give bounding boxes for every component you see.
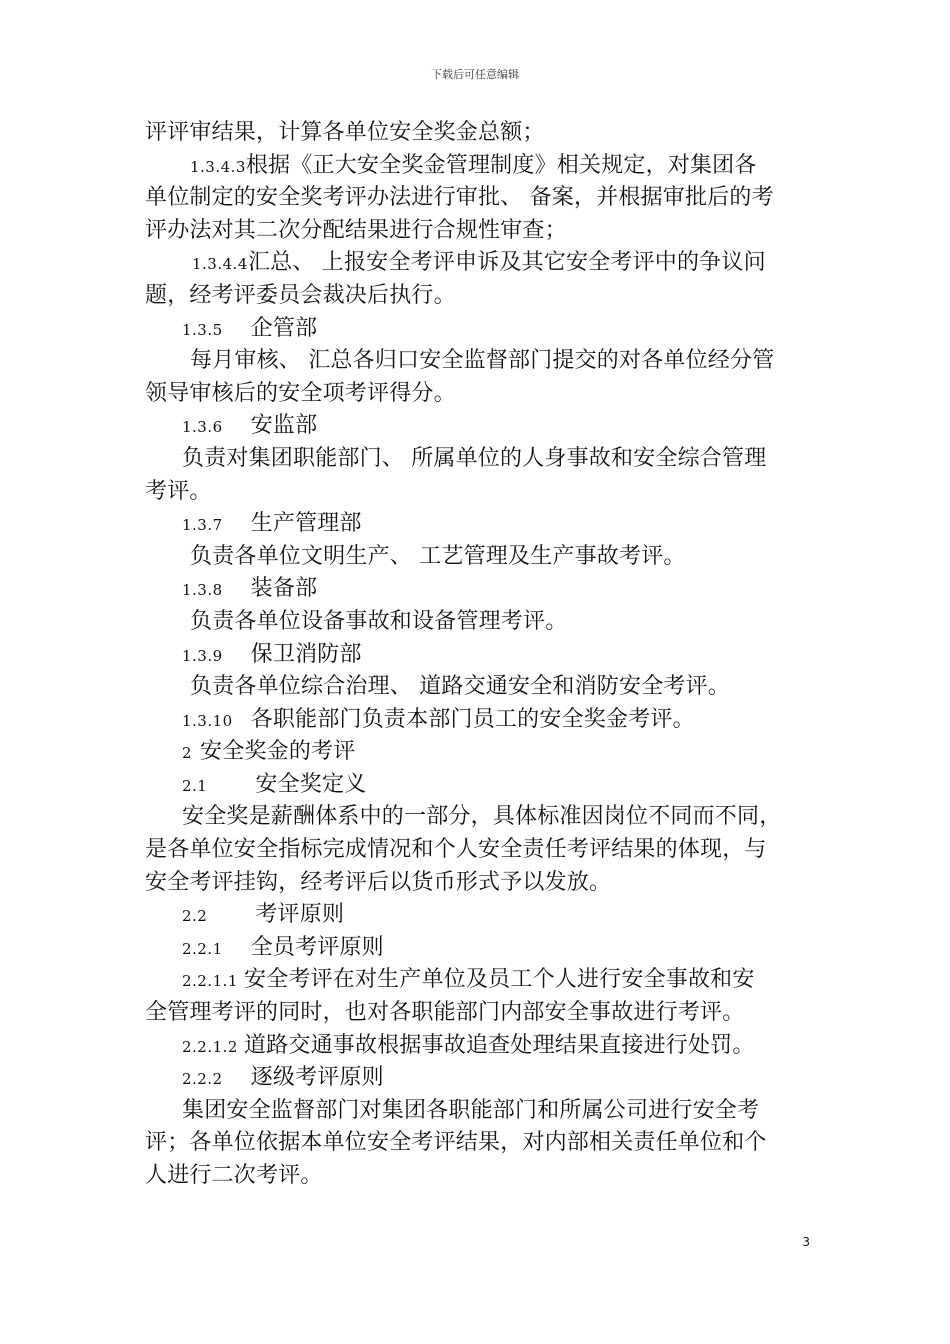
- text-line: [145, 964, 810, 997]
- line-text: 评；各单位依据本单位安全考评结果，对内部相关责任单位和个: [145, 1130, 767, 1156]
- text-line: [145, 736, 810, 769]
- page-header: 下载后可任意编辑: [431, 68, 519, 81]
- text-line: [145, 378, 810, 411]
- text-line: [145, 541, 810, 574]
- text-line: [145, 899, 810, 932]
- line-text: 全管理考评的同时，也对各职能部门内部安全事故进行考评。: [145, 1000, 745, 1026]
- line-text: 领导审核后的安全项考评得分。: [145, 380, 456, 406]
- line-text: 汇总、 上报安全考评申诉及其它安全考评中的争议问: [247, 250, 766, 276]
- text-line: [145, 704, 810, 737]
- line-text: 安全奖金的考评: [200, 739, 356, 765]
- line-text: 全员考评原则: [250, 934, 384, 960]
- line-text: 集团安全监督部门对集团各职能部门和所属公司进行安全考: [182, 1097, 760, 1123]
- line-text: 企管部: [250, 315, 318, 341]
- line-text: 负责对集团职能部门、 所属单位的人身事故和安全综合管理: [182, 445, 767, 471]
- section-number: 1.3.6: [182, 418, 223, 437]
- line-text: 生产管理部: [250, 511, 362, 537]
- section-number: 1.3.7: [182, 516, 223, 535]
- line-text: 单位制定的安全奖考评办法进行审批、 备案，并根据审批后的考: [145, 185, 774, 211]
- text-line: [145, 606, 810, 639]
- line-text: 逐级考评原则: [250, 1065, 384, 1091]
- line-text: 装备部: [250, 576, 318, 602]
- text-line: [145, 1127, 810, 1160]
- line-text: 根据《正大安全奖金管理制度》相关规定，对集团各: [245, 152, 757, 178]
- line-text: 人进行二次考评。: [145, 1163, 323, 1188]
- text-line: [145, 182, 810, 215]
- section-number: 2.2.1.1: [182, 972, 238, 991]
- line-text: 各职能部门负责本部门员工的安全奖金考评。: [250, 706, 695, 732]
- text-line: [145, 476, 810, 509]
- line-text: 题，经考评委员会裁决后执行。: [145, 282, 456, 308]
- text-line: [145, 997, 810, 1030]
- text-line: [145, 671, 810, 704]
- line-text: 评评审结果，计算各单位安全奖金总额；: [145, 120, 545, 145]
- line-text: 安全奖定义: [255, 771, 367, 797]
- line-text: 安监部: [250, 413, 318, 439]
- text-line: [145, 932, 810, 965]
- text-line: [145, 867, 810, 900]
- text-line: [145, 573, 810, 606]
- line-text: 安全奖是薪酬体系中的一部分，具体标准因岗位不同而不同，: [182, 804, 782, 830]
- text-line: [145, 280, 810, 313]
- text-line: [145, 769, 810, 802]
- text-line: [145, 313, 810, 346]
- text-line: [145, 247, 810, 280]
- line-text: 负责各单位综合治理、 道路交通安全和消防安全考评。: [190, 674, 730, 700]
- text-line: [145, 150, 810, 183]
- section-number: 2.2: [182, 907, 208, 926]
- section-number: 1.3.4.3: [190, 157, 246, 176]
- section-number: 2: [182, 744, 193, 763]
- section-number: 1.3.10: [182, 711, 233, 730]
- section-number: 2.1: [182, 776, 208, 795]
- section-number: 1.3.5: [182, 320, 223, 339]
- text-line: [145, 639, 810, 672]
- text-line: [145, 410, 810, 443]
- line-text: 考评原则: [255, 902, 345, 928]
- line-text: 安全考评挂钩，经考评后以货币形式予以发放。: [145, 869, 612, 895]
- section-number: 1.3.9: [182, 646, 223, 665]
- section-number: 1.3.8: [182, 581, 223, 600]
- text-line: [145, 215, 810, 248]
- text-line: [145, 508, 810, 541]
- section-number: 2.2.1.2: [182, 1037, 238, 1056]
- text-line: [145, 1095, 810, 1128]
- section-number: 2.2.1: [182, 939, 223, 958]
- text-line: [145, 345, 810, 378]
- section-number: 1.3.4.4: [192, 255, 248, 274]
- line-text: 保卫消防部: [250, 641, 362, 667]
- text-line: [145, 1030, 810, 1063]
- text-line: [145, 1160, 810, 1193]
- line-text: 考评。: [145, 478, 212, 504]
- line-text: 每月审核、 汇总各归口安全监督部门提交的对各单位经分管: [190, 348, 775, 374]
- line-text: 负责各单位设备事故和设备管理考评。: [190, 608, 568, 634]
- line-text: 道路交通事故根据事故追查处理结果直接进行处罚。: [243, 1032, 755, 1058]
- line-text: 安全考评在对生产单位及员工个人进行安全事故和安: [243, 967, 755, 993]
- text-line: [145, 443, 810, 476]
- text-line: [145, 117, 810, 150]
- line-text: 负责各单位文明生产、 工艺管理及生产事故考评。: [190, 543, 686, 569]
- page-number: 3: [802, 1235, 810, 1249]
- text-line: [145, 834, 810, 867]
- line-text: 是各单位安全指标完成情况和个人安全责任考评结果的体现，与: [145, 837, 767, 863]
- text-line: [145, 801, 810, 834]
- text-line: [145, 1062, 810, 1095]
- section-number: 2.2.2: [182, 1070, 223, 1089]
- document-body: [145, 117, 810, 1193]
- line-text: 评办法对其二次分配结果进行合规性审查；: [145, 217, 567, 243]
